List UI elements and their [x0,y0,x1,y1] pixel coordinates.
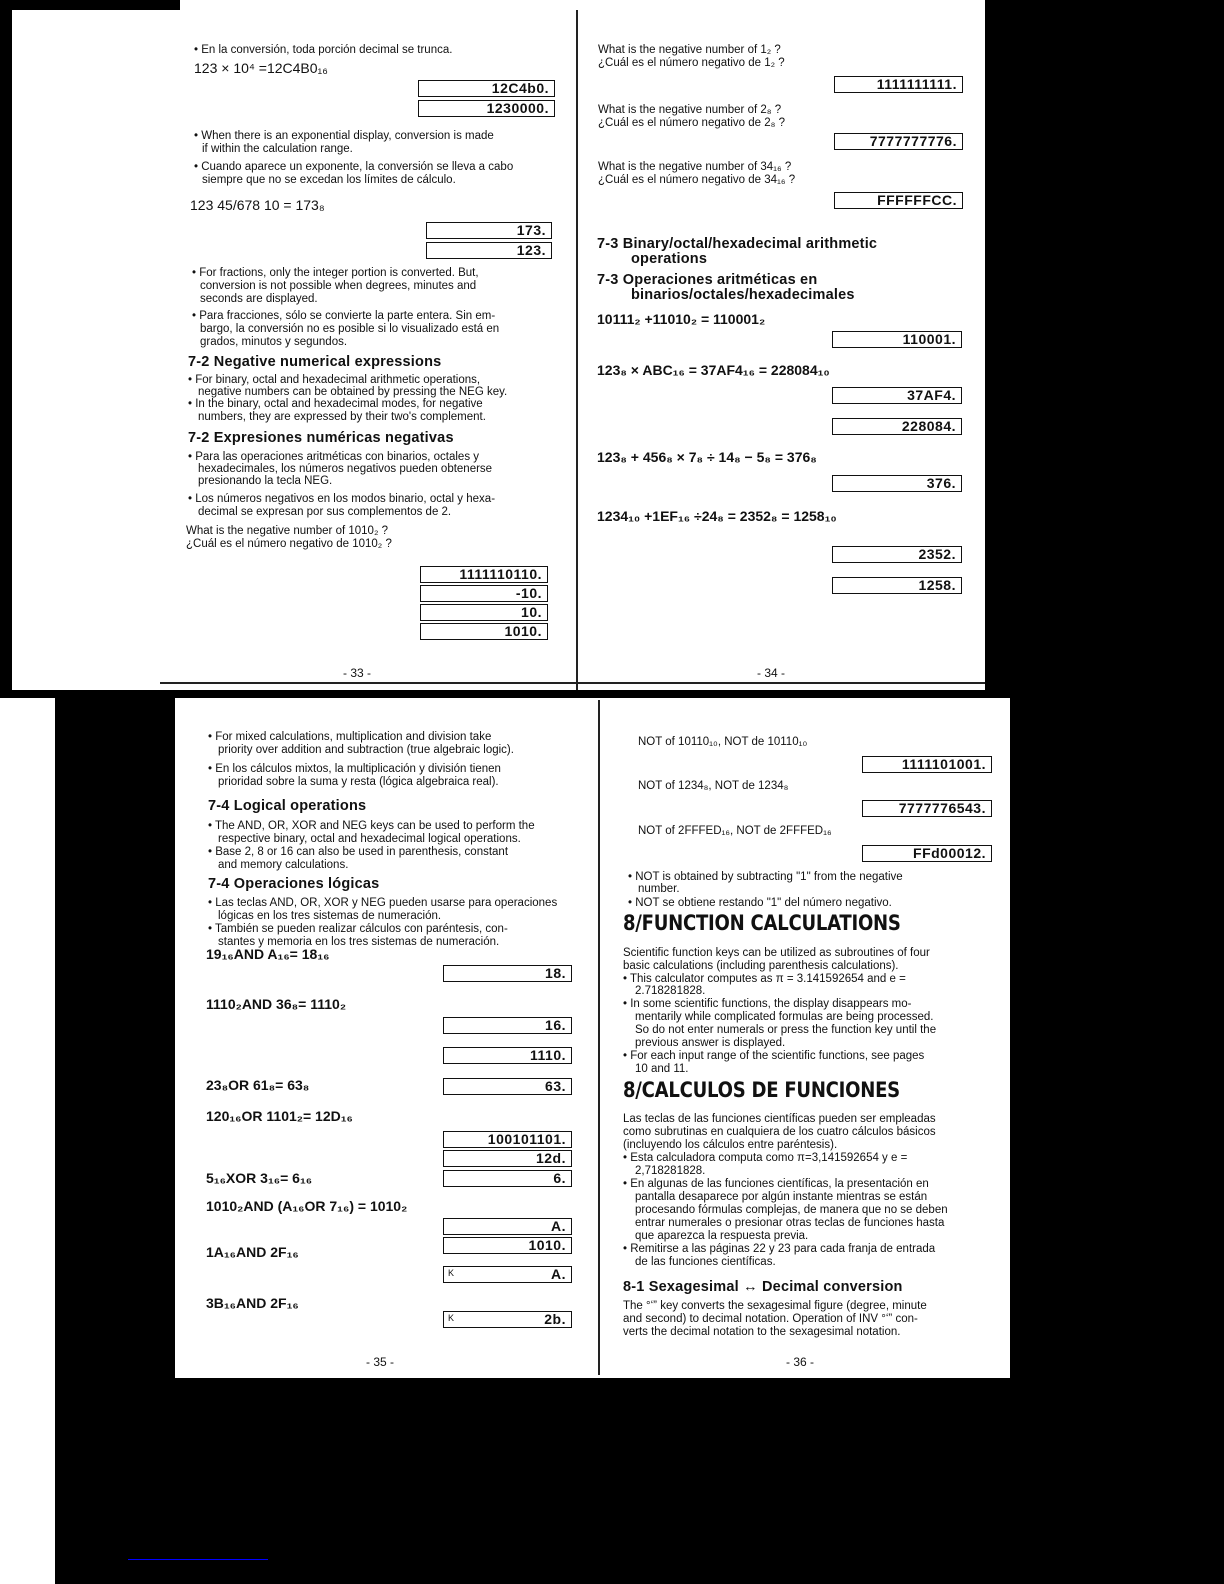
display-box [443,1266,572,1283]
display-box: 7777777776. [834,133,963,150]
display-box: 1258. [832,577,962,594]
scan-border-top-right [985,0,1224,695]
constant-indicator: K [448,1268,455,1278]
text-line: stantes y memoria en los tres sistemas de numeración. [218,936,500,948]
section-heading: 8-1 Sexagesimal ↔ Decimal conversion [623,1279,903,1295]
display-box: FFd00012. [862,845,992,862]
text-line: • For mixed calculations, multiplication and division take [208,731,492,743]
display-box: 100101101. [443,1131,572,1148]
text-line: What is the negative number of 34₁₆ ? [598,161,792,173]
display-box: 16. [443,1017,572,1034]
display-box: 1111110110. [420,566,548,583]
text-line: previous answer is displayed. [635,1037,786,1049]
text-line: procesando fórmulas complejas, de manera que no se deben [635,1204,948,1216]
text-line: NOT of 1234₈, NOT de 1234₈ [638,780,789,792]
text-line: • NOT is obtained by subtracting "1" from the negative [628,871,903,883]
text-line: hexadecimales, los números negativos pueden obtenerse [198,463,493,475]
text-line: de las funciones científicas. [635,1256,776,1268]
display-box: 228084. [832,418,962,435]
display-box: 12d. [443,1150,572,1167]
text-line: ¿Cuál es el número negativo de 1₂ ? [598,57,785,69]
text-line: (incluyendo los cálculos entre paréntesis). [623,1139,838,1151]
text-line: • Las teclas AND, OR, XOR y NEG pueden usarse para operaciones [208,897,558,909]
text-line: and second) to decimal notation. Operation of INV °‘” con- [623,1313,918,1325]
equation: 5₁₆XOR 3₁₆= 6₁₆ [206,1170,313,1186]
text-line: • This calculator computes as π = 3.141592654 and e = [623,973,906,985]
text-line: • For each input range of the scientific functions, see pages [623,1050,925,1062]
display-box: 18. [443,965,572,982]
equation: 123 × 10⁴ =12C4B0₁₆ [194,60,328,76]
display-box: 12C4b0. [418,80,555,97]
text-line: ¿Cuál es el número negativo de 2₈ ? [598,117,785,129]
equation: 123₈ + 456₈ × 7₈ ÷ 14₈ − 5₈ = 376₈ [597,449,817,465]
display-box: 110001. [832,331,962,348]
page-number: - 36 - [786,1355,815,1369]
display-box: 1110. [443,1047,572,1064]
text-line: basic calculations (including parenthesis calculations). [623,960,899,972]
section-heading: 7-2 Expresiones numéricas negativas [188,430,454,446]
display-box [443,1311,572,1328]
section-heading: 7-3 Binary/octal/hexadecimal arithmetic [597,236,878,252]
display-box: 1010. [420,623,548,640]
display-box: 1010. [443,1237,572,1254]
text-line: grados, minutos y segundos. [200,336,348,348]
text-line: • Para las operaciones aritméticas con binarios, octales y [188,451,480,463]
text-line: • In some scientific functions, the display disappears mo- [623,998,912,1010]
text-line: • NOT se obtiene restando "1" del número negativo. [628,897,892,909]
page-number: - 34 - [757,666,786,680]
text-line: What is the negative number of 1₂ ? [598,44,781,56]
text-line: • En los cálculos mixtos, la multiplicación y división tienen [208,763,501,775]
chapter-heading: 8/FUNCTION CALCULATIONS [623,911,901,935]
text-line: What is the negative number of 1010₂ ? [186,525,389,537]
text-line: and memory calculations. [218,859,349,871]
text-line: • Para fracciones, sólo se convierte la parte entera. Sin em- [192,310,496,322]
display-box: 2352. [832,546,962,563]
text-line: presionando la tecla NEG. [198,475,333,487]
display-box: 10. [420,604,548,621]
display-box: 37AF4. [832,387,962,404]
text-line: • When there is an exponential display, conversion is made [194,130,494,142]
text-line: number. [638,883,680,895]
text-line: Las teclas de las funciones científicas pueden ser empleadas [623,1113,936,1125]
text-line: Scientific function keys can be utilized as subroutines of four [623,947,930,959]
display-box: 63. [443,1078,572,1095]
display-box: FFFFFFCC. [834,192,963,209]
text-line: So do not enter numerals or press the function key until the [635,1024,937,1036]
text-line: numbers, they are expressed by their two's complement. [198,411,486,423]
text-line: • The AND, OR, XOR and NEG keys can be used to perform the [208,820,535,832]
text-line: como subrutinas en cualquiera de los cuatro cálculos básicos [623,1126,936,1138]
text-line: conversion is not possible when degrees, minutes and [200,280,477,292]
display-box: 1111111111. [834,76,963,93]
display-box: 1230000. [418,100,555,117]
text-line: verts the decimal notation to the sexagesimal notation. [623,1326,901,1338]
equation: 123₈ × ABC₁₆ = 37AF4₁₆ = 228084₁₀ [597,362,830,378]
text-line: negative numbers can be obtained by pressing the NEG key. [198,386,508,398]
equation: 1010₂AND (A₁₆OR 7₁₆) = 1010₂ [206,1198,408,1214]
text-line: decimal se expresan por sus complementos de 2. [198,506,452,518]
scan-border-left-top [0,0,12,695]
text-line: • También se pueden realizar cálculos con paréntesis, con- [208,923,508,935]
text-line: What is the negative number of 2₈ ? [598,104,782,116]
equation: 1234₁₀ +1EF₁₆ ÷24₈ = 2352₈ = 1258₁₀ [597,508,837,524]
display-box: 1111101001. [862,756,992,773]
page-divider-top [576,10,578,690]
section-heading: 7-4 Logical operations [208,798,367,814]
text-line: • Cuando aparece un exponente, la conversión se lleva a cabo [194,161,514,173]
equation: 123 45/678 10 = 173₈ [190,197,325,213]
section-heading: binarios/octales/hexadecimales [631,287,855,303]
page-number: - 35 - [366,1355,395,1369]
page-divider-bottom [598,700,600,1375]
text-line: priority over addition and subtraction (true algebraic logic). [218,744,514,756]
display-value: A. [551,1266,566,1282]
equation: 120₁₆OR 1101₂= 12D₁₆ [206,1108,353,1124]
text-line: que aparezca la respuesta previa. [635,1230,809,1242]
text-line: lógicas en los tres sistemas de numeración. [218,910,442,922]
display-box: -10. [420,585,548,602]
text-line: mentarily while complicated formulas are being processed. [635,1011,934,1023]
text-line: ¿Cuál es el número negativo de 34₁₆ ? [598,174,796,186]
text-line: 10 and 11. [635,1063,689,1075]
text-line: 2,718281828. [635,1165,706,1177]
scan-border-bottom [55,1378,1224,1584]
text-line: The °‘” key converts the sexagesimal figure (degree, minute [623,1300,927,1312]
text-line: pantalla desaparece por algún instante mientras se están [635,1191,928,1203]
text-line: • En algunas de las funciones científicas, la presentación en [623,1178,929,1190]
section-heading: 7-3 Operaciones aritméticas en [597,272,818,288]
equation: 19₁₆AND A₁₆= 18₁₆ [206,946,330,962]
text-line: 2.718281828. [635,985,706,997]
equation: 1110₂AND 36₈= 1110₂ [206,996,347,1012]
text-line: • For binary, octal and hexadecimal arithmetic operations, [188,374,481,386]
text-line: entrar numerales o presionar otras teclas de funciones hasta [635,1217,945,1229]
display-value: 2b. [544,1311,566,1327]
display-box: 376. [832,475,962,492]
display-box: 7777776543. [862,800,992,817]
text-line: seconds are displayed. [200,293,318,305]
text-line: • Base 2, 8 or 16 can also be used in parenthesis, constant [208,846,509,858]
page-edge-line [160,682,985,684]
text-line: • Los números negativos en los modos binario, octal y hexa- [188,493,496,505]
text-line: • In the binary, octal and hexadecimal modes, for negative [188,398,483,410]
section-heading: 7-4 Operaciones lógicas [208,876,380,892]
scan-border-top-left [0,0,180,10]
text-line: • Remitirse a las páginas 22 y 23 para cada franja de entrada [623,1243,936,1255]
text-line: NOT of 10110₁₀, NOT de 10110₁₀ [638,736,808,748]
constant-indicator: K [448,1313,455,1323]
scan-artifact-line [128,1559,268,1560]
text-line: • Esta calculadora computa como π=3,141592654 y e = [623,1152,908,1164]
equation: 10111₂ +11010₂ = 110001₂ [597,311,766,327]
display-box: 123. [426,242,552,259]
display-box: A. [443,1218,572,1235]
display-box: 6. [443,1170,572,1187]
text-line: if within the calculation range. [202,143,353,155]
chapter-heading: 8/CALCULOS DE FUNCIONES [623,1078,900,1102]
text-line: respective binary, octal and hexadecimal logical operations. [218,833,521,845]
text-line: siempre que no se excedan los límites de cálculo. [202,174,456,186]
text-line: ¿Cuál es el número negativo de 1010₂ ? [186,538,392,550]
section-heading: 7-2 Negative numerical expressions [188,354,442,370]
equation: 23₈OR 61₈= 63₈ [206,1077,310,1093]
display-box: 173. [426,222,552,239]
text-line: NOT of 2FFFED₁₆, NOT de 2FFFED₁₆ [638,825,832,837]
equation: 1A₁₆AND 2F₁₆ [206,1244,299,1260]
text-line: • For fractions, only the integer portion is converted. But, [192,267,479,279]
text-line: • En la conversión, toda porción decimal se trunca. [194,44,453,56]
page-number: - 33 - [343,666,372,680]
text-line: bargo, la conversión no es posible si lo visualizado está en [200,323,500,335]
section-heading: operations [631,251,708,267]
text-line: prioridad sobre la suma y resta (lógica algebraica real). [218,776,499,788]
equation: 3B₁₆AND 2F₁₆ [206,1295,299,1311]
